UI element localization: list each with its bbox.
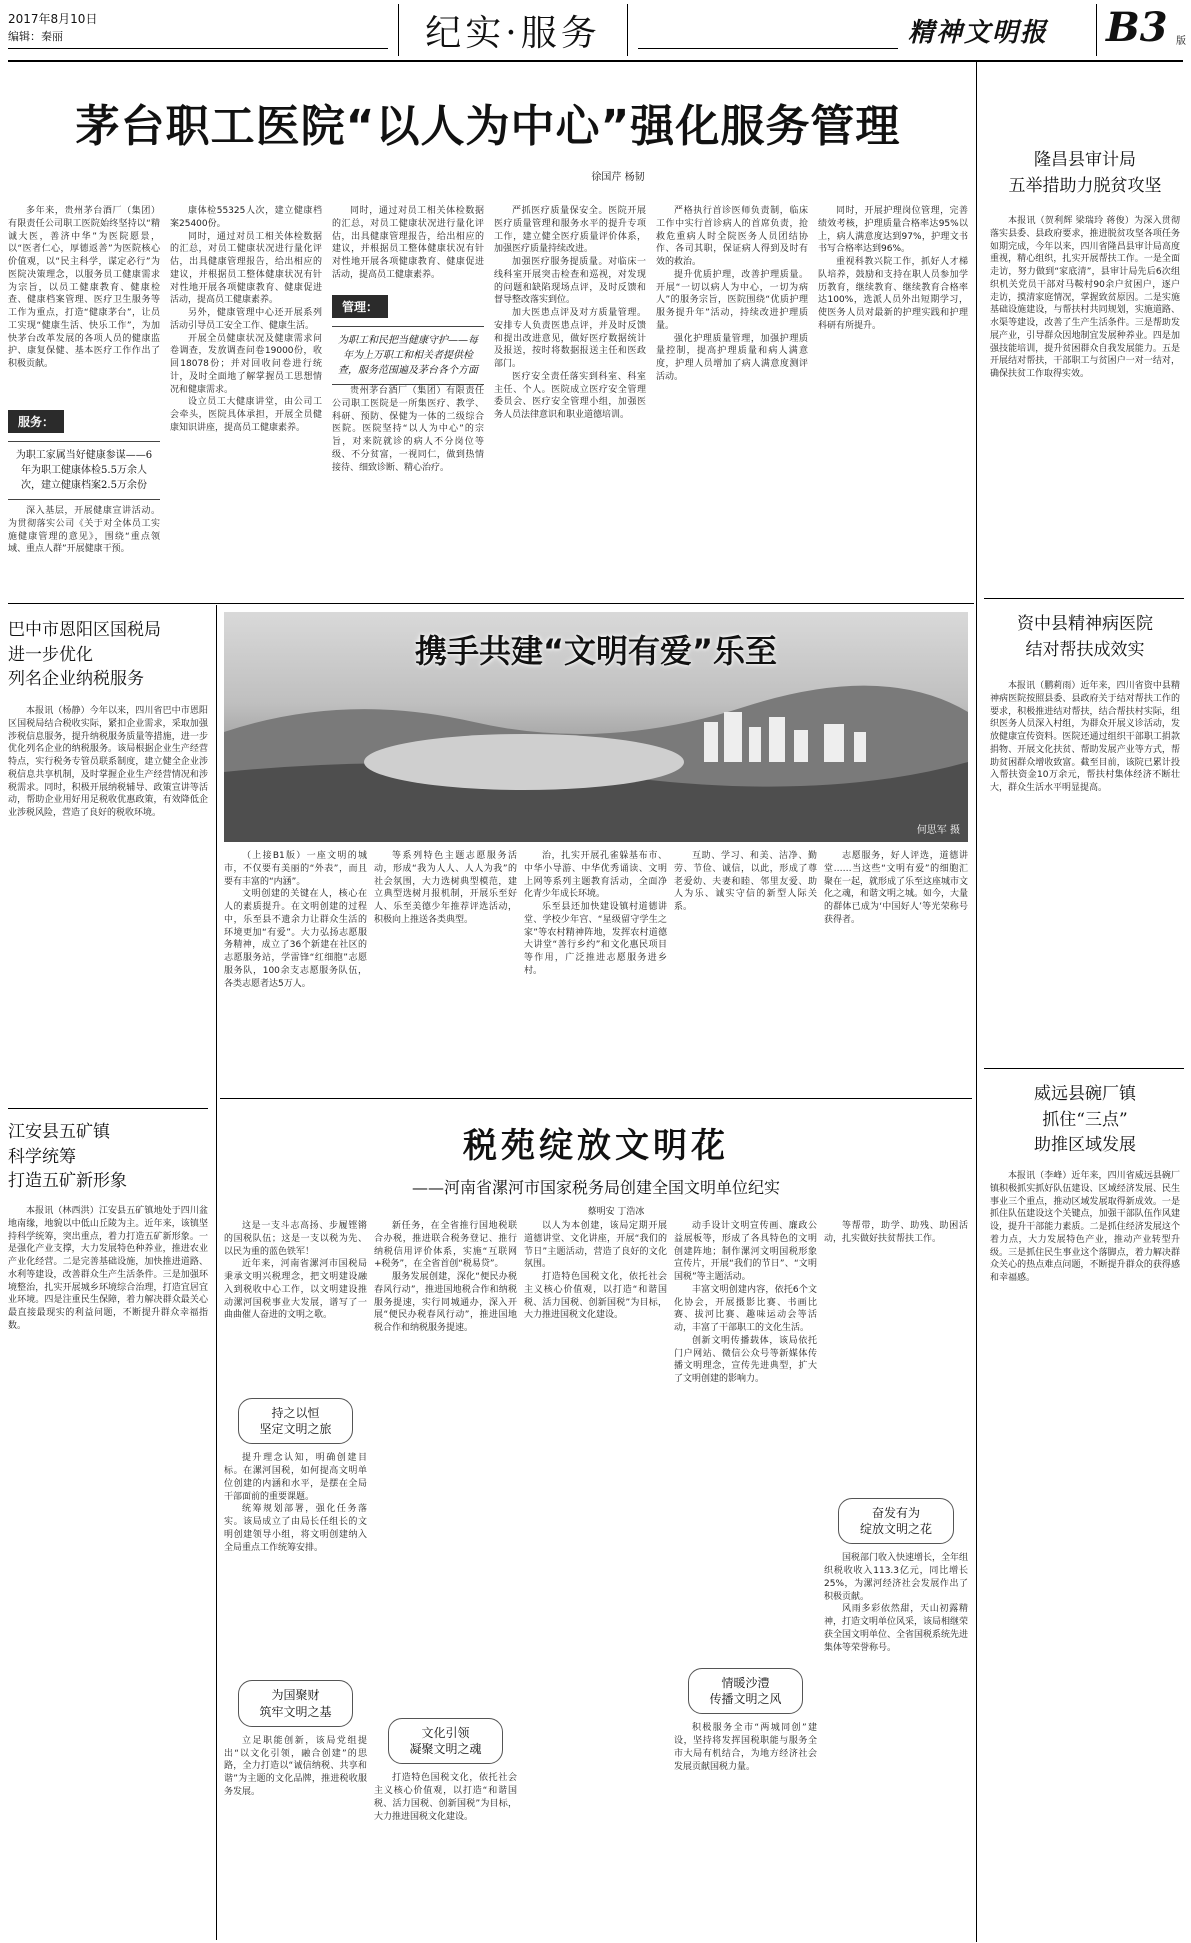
photo-credit: 何思军 摄 xyxy=(916,825,960,836)
lead-paragraph: 同时，通过对员工相关体检数据的汇总，对员工健康状况进行量化评估，出具健康管理报告，给出相应的建议，并根据员工整体健康状况有针对性地开展各项健康教育、健康促进活动，提高员工健康素养。 xyxy=(170,231,322,306)
photo-story-paragraph: 等系列特色主题志愿服务活动，形成“我为人人、人人为我”的社会氛围，大力选树典型模范，建立典型选树月报机制，开展乐至好人、乐至美德少年推荐评选活动，积极向上推送各类典型。 xyxy=(374,851,517,925)
photo-story-paragraph: 文明创建的关键在人，核心在人的素质提升。在文明创建的过程中，乐至县不遗余力让群众生活的环境更加“有爱”。大力弘扬志愿服务精神，成立了36个新建在社区的志愿服务站，学雷锋“红细胞”志愿服务队，100余支志愿服务队伍，各类志愿者达5万人。 xyxy=(224,889,367,989)
right-article-2-body xyxy=(990,680,1180,1060)
lead-column-4 xyxy=(494,205,646,595)
photo-story-col-2 xyxy=(374,850,517,1090)
lead-paragraph: 多年来，贵州茅台酒厂（集团）有限责任公司职工医院始终坚持以“精诚大医，善济中华”为医院愿景，以“医者仁心，厚德返善”为医院核心价值观，以“民主科学，谋定必行”为医院决策理念，以服务员工健康需求为宗旨，以员工健康教育、健康检查、健康档案管理、医疗卫生服务等工作为重点，打造“健康茅台”，让员工实现“健康生活、快乐工作”，为加快茅台改革发展的各项人员的健康监护、康复保健、基本医疗工作作出了积极贡献。 xyxy=(8,206,160,370)
photo-story-paragraph: （上接B1版）一座文明的城市，不仅要有美丽的“外表”，而且要有丰富的“内涵”。 xyxy=(224,851,367,887)
service-box xyxy=(8,410,160,500)
right-divider-1 xyxy=(984,598,1184,599)
tax-article-byline: 蔡明安 丁浩冰 xyxy=(587,1207,645,1217)
right-article-3-paragraph: 本报讯（李峰）近年来，四川省威远县碗厂镇积极抓实抓好队伍建设、区域经济发展、民生事业三个重点，推动区域发展取得新成效。一是抓住队伍建设这个关键点，加强干部队伍作风建设，提升干部能力素质。二是抓住经济发展这个着力点，大力发展特色产业，推动产业转型升级。三是抓住民生事业这个落脚点，着力解决群众关心的热点难点问题，不断提升群众的获得感和幸福感。 xyxy=(990,1171,1180,1284)
section-label: 纪实·服务 xyxy=(425,12,601,54)
right-divider-2 xyxy=(984,1068,1184,1069)
tax-article-subtitle: ——河南省漯河市国家税务局创建全国文明单位纪实 xyxy=(411,1178,780,1197)
management-quote: 为职工和民把当健康守护——每年为上万职工和相关者提供检查，服务范围遍及茅台各个方面 xyxy=(332,326,484,385)
tax-paragraph: 统筹规划部署，强化任务落实。该局成立了由局长任组长的文明创建领导小组，将文明创建纳入全局重点工作统筹安排。 xyxy=(224,1504,367,1553)
tax-paragraph: 创新文明传播载体，该局依托门户网站、微信公众号等新媒体传播文明理念，宣传先进典型，扩大了文明创建的影响力。 xyxy=(674,1335,817,1385)
tax-subhead-5: 奋发有为 绽放文明之花 xyxy=(838,1498,954,1544)
photo-story-paragraph: 治，扎实开展孔雀躲基布市、中华小导游、中华优秀诵读、文明上网等系列主题教育活动，全面净化青少年成长环境。 xyxy=(524,851,667,900)
tax-paragraph: 动手设计文明宣传画、廉政公益展板等，形成了各具特色的文明创建阵地；制作漯河文明国税形象宣传片，开展“我们的节日”、“文明国税”等主题活动。 xyxy=(674,1221,817,1283)
right-article-1-title: 隆昌县审计局 五举措助力脱贫攻坚 xyxy=(1008,150,1162,196)
tax-paragraph: 风雨多彩依然甜，天山初露精神，打造文明单位风采，该局相继荣获全国文明单位、全省国税系统先进集体等荣誉称号。 xyxy=(824,1604,968,1653)
lead-article-title-box xyxy=(8,90,968,183)
lead-column-3b xyxy=(332,385,484,595)
lead-paragraph: 强化护理质量管理，加强护理质量控制，提高护理质量和病人满意度，护理人员增加了病人满意度测评活动。 xyxy=(656,333,808,382)
lead-paragraph: 重视科教兴院工作，抓好人才梯队培养，鼓励和支持在职人员参加学历教育，继续教育、继续教育合格率达100%，选派人员外出短期学习，使医务人员对最新的护理实践和护理科研有所提升。 xyxy=(818,257,968,331)
right-article-3-title: 威远县碗厂镇 抓住“三点” 助推区域发展 xyxy=(1034,1084,1136,1155)
tax-paragraph: 新任务，在全省推行国地税联合办税，推进联合税务登记、推行纳税信用评价体系，实施“互联网+税务”，在全省首创“税易贷”。 xyxy=(374,1221,517,1270)
lead-paragraph: 另外，健康管理中心还开展系列活动引导员工安全工作、健康生活。 xyxy=(170,308,322,331)
lead-paragraph: 贵州茅台酒厂（集团）有限责任公司职工医院是一所集医疗、教学、科研、预防、保健为一体的二级综合医院。医院坚持“以人为中心”的宗旨，对来院就诊的病人不分岗位等级、不分贫富，一视同仁，做到热情接待、细致诊断、精心治疗。 xyxy=(332,386,484,473)
lead-paragraph: 同时，开展护理岗位管理，完善绩效考核，护理质量合格率达95%以上，病人满意度达到97%，护理文书书写合格率达到96%。 xyxy=(818,206,968,255)
tax-paragraph: 国税部门收入快速增长，全年组织税收收入113.3亿元，同比增长25%，为漯河经济社会发展作出了积极贡献。 xyxy=(824,1553,968,1602)
service-tag: 服务： xyxy=(8,410,64,433)
lead-paragraph: 深入基层，开展健康宣讲活动。为贯彻落实公司《关于对全体员工实施健康管理的意见》，围绕“重点领域、重点人群”开展健康干预。 xyxy=(8,506,160,555)
masthead xyxy=(8,4,1188,64)
lead-paragraph: 同时，通过对员工相关体检数据的汇总，对员工健康状况进行量化评估，出具健康管理报告，给出相应的建议，并根据员工整体健康状况有针对性地开展各项健康教育、健康促进活动，提高员工健康素养。 xyxy=(332,206,484,280)
lead-paragraph: 开展全员健康状况及健康需求问卷调查，发放调查问卷19000份，收回18078份；并对回收问卷进行统计，及时全面地了解掌握员工思想情况和健康需求。 xyxy=(170,333,322,395)
lead-column-2 xyxy=(170,205,322,595)
tax-paragraph: 积极服务全市“两城同创”建设，坚持将发挥国税职能与服务全市大局有机结合，为地方经济社会发展贡献国税力量。 xyxy=(674,1723,817,1772)
photo-story-col-1 xyxy=(224,850,367,1090)
feature-photo xyxy=(224,612,968,842)
left-divider xyxy=(8,1108,208,1109)
management-tag: 管理： xyxy=(332,295,388,318)
tax-paragraph: 近年来，河南省漯河市国税局秉承文明兴税理念，把文明建设融入到税收中心工作，以文明建设推动漯河国税事业大发展，谱写了一曲曲催人奋进的文明之歌。 xyxy=(224,1259,367,1321)
page-number: B3 xyxy=(1106,4,1168,51)
page-divider xyxy=(1096,4,1097,56)
lead-column-6 xyxy=(818,205,968,595)
service-quote: 为职工家属当好健康参谋——6年为职工健康体检5.5万余人次，建立健康档案2.5万余份 xyxy=(8,441,160,500)
left-article-1-paragraph: 本报讯（杨静）今年以来，四川省巴中市恩阳区国税局结合税收实际，紧扣企业需求，采取加强涉税信息服务，提升纳税服务质量等措施，进一步优化列名企业的纳税服务。该局根据企业生产经营特点，实行税务专管员联系制度，建立健全企业涉税信息共享机制，及时掌握企业生产经营情况和涉税需求。同时，积极开展纳税辅导、政策宣讲等活动，帮助企业用好用足税收优惠政策，有效降低企业涉税风险，营造了良好的税收环境。 xyxy=(8,706,208,819)
tax-subhead-4: 情暖沙澧 传播文明之风 xyxy=(688,1668,803,1714)
management-box xyxy=(332,295,484,385)
tax-column-3 xyxy=(524,1220,667,1935)
left-article-2-title: 江安县五矿镇 科学统筹 打造五矿新形象 xyxy=(8,1122,127,1192)
lead-paragraph: 设立员工大健康讲堂，由公司工会牵头，医院具体承担，开展全员健康知识讲座，提高员工健康素养。 xyxy=(170,397,322,434)
lead-column-3 xyxy=(332,205,484,285)
photo-story-col-4 xyxy=(674,850,817,1090)
photo-title: 携手共建“文明有爱”乐至 xyxy=(414,632,778,670)
tax-subhead-2: 为国聚财 筑牢文明之基 xyxy=(238,1680,353,1726)
lead-column-1b xyxy=(8,505,160,595)
photo-story-paragraph: 志愿服务，好人评选，道德讲堂……当这些“文明有爱”的细胞汇聚在一起，就形成了乐至这座城市文化之魂，和谐文明之城。如今，大量的群体已成为‘中国好人’等光荣称号获得者。 xyxy=(824,851,968,925)
left-article-1-title: 巴中市恩阳区国税局 进一步优化 列名企业纳税服务 xyxy=(8,620,161,690)
tax-paragraph: 立足职能创新，该局党组提出“以文化引领，融合创建”的思路，全力打造以“诚信纳税、共享和谐”为主题的文化品牌，推进税收服务发展。 xyxy=(224,1735,367,1797)
tax-column-2 xyxy=(374,1220,517,1935)
photo-story-bottom-rule xyxy=(220,1098,972,1099)
tax-paragraph: 打造特色国税文化，依托社会主义核心价值观，以打造“和谐国税、活力国税、创新国税”为目标，大力推进国税文化建设。 xyxy=(374,1773,517,1822)
right-article-2-title: 资中县精神病医院 结对帮扶成效实 xyxy=(1017,614,1153,660)
lead-paragraph: 康体检55325人次，建立健康档案25400份。 xyxy=(170,206,322,229)
lead-article-title: 茅台职工医院“以人为中心”强化服务管理 xyxy=(75,101,901,152)
tax-article-title: 税苑绽放文明花 xyxy=(463,1126,729,1166)
lead-paragraph: 加强医疗服务提质量。对临床一线科室开展突击检查和巡视，对发现的问题和缺陷现场点评，及时反馈和督导整改落实到位。 xyxy=(494,257,646,306)
right-article-3-body xyxy=(990,1170,1180,1935)
right-column-divider xyxy=(976,62,977,1942)
paper-name: 精神文明报 xyxy=(908,18,1049,48)
lead-bottom-rule xyxy=(8,603,974,604)
tax-column-4 xyxy=(674,1220,817,1935)
masthead-bottom-rule xyxy=(8,60,1183,62)
lead-paragraph: 严格执行首诊医师负责制，临床工作中实行首诊病人的首席负责，抢救危重病人时全院医务人员团结协作、各司其职，保证病人得到及时有效的救治。 xyxy=(656,206,808,268)
tax-paragraph: 以人为本创建，该局定期开展道德讲堂、文化讲座，开展“我们的节日”主题活动，营造了良好的文化氛围。 xyxy=(524,1221,667,1270)
lake xyxy=(364,734,684,790)
tax-paragraph: 打造特色国税文化，依托社会主义核心价值观，以打造“和谐国税、活力国税、创新国税”为目标，大力推进国税文化建设。 xyxy=(524,1272,667,1321)
photo-story-col-3 xyxy=(524,850,667,1090)
tax-column-1 xyxy=(224,1220,367,1935)
photo-story-paragraph: 乐至县还加快建设镇村道德讲堂、学校少年宫、“星级留守学生之家”等农村精神阵地，发挥农村道德大讲堂“善行乡约”和文化惠民项目等作用，广泛推进志愿服务进乡村。 xyxy=(524,902,667,976)
right-article-1-paragraph: 本报讯（贺利辉 梁瑞玲 蒋俊）为深入贯彻落实县委、县政府要求，推进脱贫攻坚各项任务如期完成，今年以来，四川省隆昌县审计局高度重视，精心组织，扎实开展帮扶工作。一是全面走访，努力做到“家底清”，县审计局先后6次组织机关党员干部对马鞍村90余户贫困户，逐户走访，摸清家庭情况，掌握致贫原因。二是实施基础设施建设，与帮扶村共同规划，实施道路、水渠等建设，改善了生产生活条件。三是帮助发展产业，引导群众因地制宜发展种养业。四是加强技能培训，提升贫困群众自我发展能力。五是开展结对帮扶，干部职工与贫困户一对一结对，确保扶贫工作取得实效。 xyxy=(990,216,1180,380)
editor-credit: 编辑：秦丽 xyxy=(8,30,63,43)
page-suffix: 版 xyxy=(1176,36,1186,47)
tax-paragraph: 丰富文明创建内容，依托6个文化协会，开展摄影比赛、书画比赛、拔河比赛、趣味运动会等活动，丰富了干部职工的文化生活。 xyxy=(674,1284,817,1334)
lead-article-byline: 徐国芹 杨韧 xyxy=(591,172,645,183)
right-article-2-paragraph: 本报讯（鹏莉雨）近年来，四川省资中县精神病医院按照县委、县政府关于结对帮扶工作的要求，积极推进结对帮扶，结合帮扶村实际，组织医务人员深入村组，为群众开展义诊活动，发放健康宣传资料。医院还通过组织干部职工捐款捐物、开展文化扶贫、帮助发展产业等方式，帮助贫困群众增收致富。截至目前，该院已累计投入帮扶资金10万余元，帮扶村集体经济不断壮大，群众生活水平明显提高。 xyxy=(990,681,1180,794)
lead-column-5 xyxy=(656,205,808,595)
masthead-rule-right xyxy=(638,48,898,49)
left-article-2-paragraph: 本报讯（林西洪）江安县五矿镇地处于四川盆地南缘，地貌以中低山丘陵为主。近年来，该镇坚持科学统筹，突出重点，着力打造五矿新形象。一是强化产业支撑，大力发展特色种养业，推进农业产业化经营。二是完善基础设施，加快推进道路、水利等建设，改善群众生产生活条件。三是加强环境整治，扎实开展城乡环境综合治理，打造宜居宜业环境。四是注重民生保障，着力解决群众最关心最直接最现实的利益问题，不断提升群众幸福指数。 xyxy=(8,1206,208,1331)
tax-paragraph: 提升理念认知，明确创建目标。在漯河国税，如何提高文明单位创建的内涵和水平，是摆在全局干部面前的重要课题。 xyxy=(224,1453,367,1502)
lead-paragraph: 医疗安全责任落实到科室、科室主任、个人。医院成立医疗安全管理委员会、医疗安全管理小组，加强医务人员法律意识和职业道德培训。 xyxy=(494,371,646,421)
left-article-1-body xyxy=(8,705,208,1105)
photo-story-col-5 xyxy=(824,850,968,1090)
lead-paragraph: 严抓医疗质量保安全。医院开展医疗质量管理和服务水平的提升专项工作，建立健全医疗质量评价体系，加强医疗质量持续改进。 xyxy=(494,206,646,255)
issue-date: 2017年8月10日 xyxy=(8,12,98,26)
tax-paragraph: 这是一支斗志高扬、步履铿锵的国税队伍；这是一支以税为先、以民为重的蓝色铁军！ xyxy=(224,1221,367,1257)
tax-paragraph: 服务发展创建，深化“便民办税春风行动”，推进国地税合作和纳税服务提速，实行同城通办，深入开展“便民办税春风行动”，推进国地税合作和纳税服务提速。 xyxy=(374,1272,517,1334)
left-article-2-body xyxy=(8,1205,208,1935)
lead-paragraph: 加大医患点评及对方质量管理。安排专人负责医患点评，并及时反馈和提出改进意见，做好医疗数据统计及报送，按时将数据报送主任和医政部门。 xyxy=(494,308,646,370)
tax-subhead-1: 持之以恒 坚定文明之旅 xyxy=(238,1398,353,1444)
left-column-divider xyxy=(216,605,217,1940)
tax-column-5 xyxy=(824,1220,968,1935)
lead-paragraph: 提升优质护理，改善护理质量。开展“一切以病人为中心，一切为病人”的服务宗旨，医院围绕“优质护理服务提升年”活动，持续改进护理质量。 xyxy=(656,269,808,331)
tax-paragraph: 等帮带，助学、助残、助困活动，扎实做好扶贫帮扶工作。 xyxy=(824,1221,968,1244)
section-box xyxy=(398,4,628,56)
tax-subhead-3: 文化引领 凝聚文明之魂 xyxy=(388,1718,503,1764)
photo-story-paragraph: 互助、学习、和美、洁净、勤劳、节俭、诚信，以此，形成了尊老爱幼、夫妻和睦、邻里友爱、助人为乐、诚实守信的新型人际关系。 xyxy=(674,851,817,913)
masthead-rule-left xyxy=(8,48,388,49)
right-article-1-body xyxy=(990,215,1180,590)
lead-column-1 xyxy=(8,205,160,405)
tax-article-head xyxy=(224,1118,968,1217)
